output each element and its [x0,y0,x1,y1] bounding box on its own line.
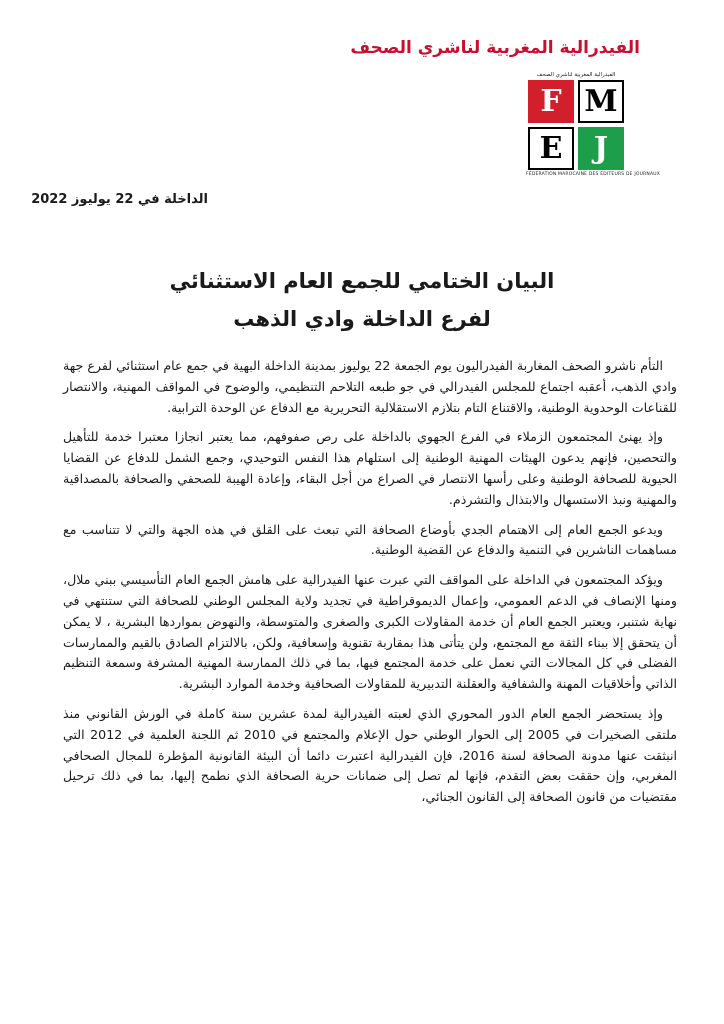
logo-footer-text: FÉDÉRATION MAROCAINE DES ÉDITEURS DE JOURNAUX [526,172,661,177]
paragraph-2: وإذ يهنئ المجتمعون الزملاء في الفرع الجهوي بالداخلة على رص صفوفهم، مما يعتبر انجازا معتبرا خدمة للتأهيل والتحصين، فإنهم يدعون الهيئات المهنية الوطنية إلى استلهام هذا النفس التوحيدي، وجمع الشمل للدفاع عن القضايا الحيوية للصحافة الوطنية وعلى رأسها الانتصار في الصراع من أجل البقاء، وإعادة الهيبة للصحفي والصحافة بالمصداقية والمهنية ونبذ الاستسهال والابتذال والتشرذم. [63,429,677,507]
paragraph-5: وإذ يستحضر الجمع العام الدور المحوري الذي لعبته الفيدرالية لمدة عشرين سنة كاملة في الورش القانوني منذ ملتقى الصخيرات في 2005 إلى الحوار الوطني حول الإعلام والمجتمع في 2010 ثم اللجنة العلمية في 2012 التي انبثقت عنها مدونة الصحافة لسنة 2016، فإن الفيدرالية اعتبرت دائما أن البيئة القانونية المؤطرة للمجال الصحافي المغربي، وإن حققت بعض التقدم، فإنها لم تصل إلى ضمانات حرية الصحافة الذي نطمح إليها، بما في ذلك ترحيل مقتضيات من قانون الصحافة إلى القانون الجنائي، [63,705,677,805]
fmej-logo [526,72,661,177]
logo-caption: الفيدرالية المغربية لناشري الصحف [536,72,616,78]
logo-letter-grid [526,80,626,170]
organization-name: الفيدرالية المغربية لناشري الصحف [350,38,640,58]
date-line: الداخلة في 22 يوليوز 2022 [31,192,208,207]
title-line-2: لفرع الداخلة وادي الذهب [233,307,491,331]
logo-letter-j: J [578,127,624,170]
logo-letter-m: M [578,80,624,123]
logo-letter-e: E [528,127,574,170]
paragraph-3: ويدعو الجمع العام إلى الاهتمام الجدي بأوضاع الصحافة التي تبعث على القلق في هذه الجهة والتي لا تتناسب مع مساهمات الناشرين في التنمية والدفاع عن القضية الوطنية. [63,521,677,558]
title-line-1: البيان الختامي للجمع العام الاستثنائي [169,269,555,293]
document-body [63,356,677,817]
paragraph-1: التأم ناشرو الصحف المغاربة الفيدراليون يوم الجمعة 22 يوليوز بمدينة الداخلة البهية في جمع عام استثنائي لفرع جهة وادي الذهب، أعقبه اجتماع للمجلس الفيدرالي في جو طبعه التلاحم التنظيمي، والوضوح في المواقف المهنية، والانتصار للقناعات الوحدوية الوطنية، والاقتناع التام بتلازم الاستقلالية التحريرية مع الدفاع عن الوحدة الترابية. [63,358,677,415]
paragraph-4: ويؤكد المجتمعون في الداخلة على المواقف التي عبرت عنها الفيدرالية على هامش الجمع العام التأسيسي ببني ملال، ومنها الإنصاف في الدعم العمومي، وإعمال الديموقراطية في تجديد ولاية المجلس الوطني للصحافة التي ستنتهي في نهاية شتنبر، ويعتبر الجمع العام أن خدمة المقاولات الكبرى والصغرى والمتوسطة، والنهوض بمواردها البشرية ، لا يمكن أن يتحقق إلا ببناء الثقة مع المجتمع، ولن يتأتى هذا بمقاربة تقنوية وإسعافية، ولكن، بالالتزام الصادق بالقيم والممارسات الفضلى في كل المجالات التي نعمل على خدمة المجتمع فيها، بما في ذلك الممارسة المهنية المشرفة وسمعة التنظيم الذاتي وأخلاقيات المهنة والشفافية والعقلنة التدبيرية للمقاولات الصحافية وخدمة الموارد البشرية. [63,572,677,692]
logo-letter-f: F [528,80,574,123]
document-title [0,262,724,338]
